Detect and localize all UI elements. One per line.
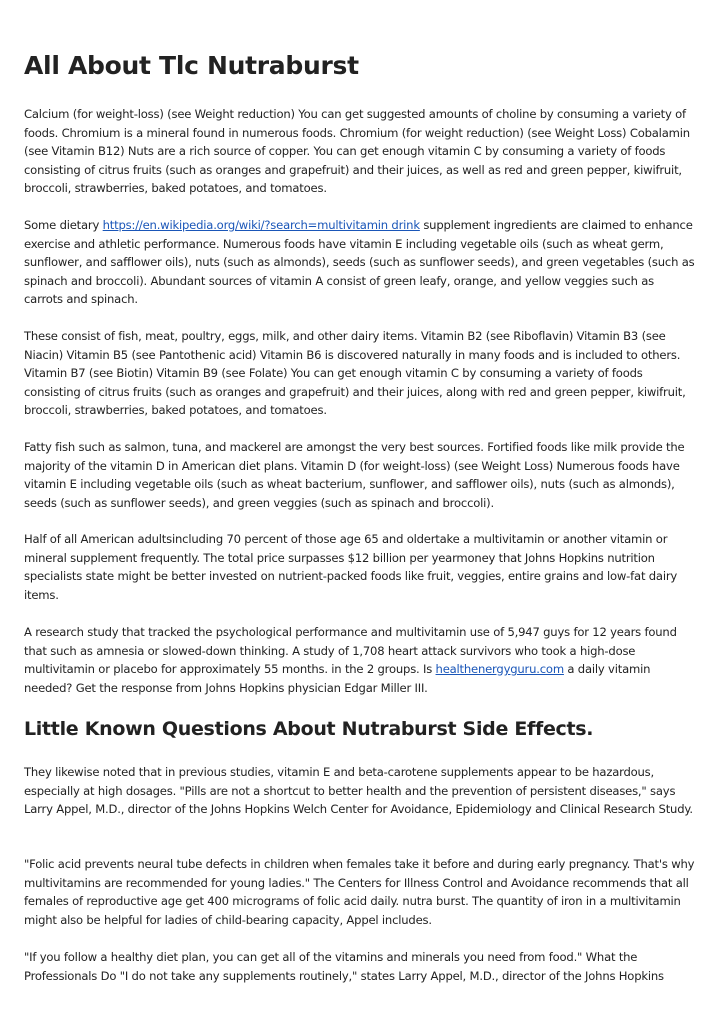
paragraph-2-text-after: supplement ingredients are claimed to enhance exercise and athletic performance. Numerous foods have vitamin E including vegetable oils (such as wheat germ, sunflower, and safflower oils), nuts (such as almonds), seeds (such as sunflower seeds), and green vegetables (such as spinach and broccoli). Abundant sources of vitamin A consist of green leafy, orange, and yellow veggies such as carrots and spinach. (24, 218, 695, 306)
paragraph-7: They likewise noted that in previous studies, vitamin E and beta-carotene supplements appear to be hazardous, especially at high dosages. "Pills are not a shortcut to better health and the prevention of persistent diseases," says Larry Appel, M.D., director of the Johns Hopkins Welch Center for Avoidance, Epidemiology and Clinical Research Study. (24, 765, 693, 816)
paragraph-2 (24, 216, 696, 309)
paragraph-6-text-after: a daily vitamin needed? Get the response from Johns Hopkins physician Edgar Miller III. (24, 662, 651, 695)
paragraph-6 (24, 623, 696, 697)
paragraph-6-text-before: A research study that tracked the psychological performance and multivitamin use of 5,947 guys for 12 years found that such as amnesia or slowed-down thinking. A study of 1,708 heart attack survivors who took a high-dose multivitamin or placebo for approximately 55 months. in the 2 groups. Is (24, 625, 677, 676)
paragraph-4: Fatty fish such as salmon, tuna, and mackerel are amongst the very best sources. Fortified foods like milk provide the majority of the vitamin D in American diet plans. Vitamin D (for weight-loss) (see Weight Loss) Numerous foods have vitamin E including vegetable oils (such as wheat bacterium, sunflower, and safflower oils), nuts (such as almonds), seeds (such as sunflower seeds), and green veggies (such as spinach and broccoli). (24, 440, 685, 510)
paragraph-8: "Folic acid prevents neural tube defects in children when females take it before and during early pregnancy. That's why multivitamins are recommended for young ladies." The Centers for Illness Control and Avoidance recommends that all females of reproductive age get 400 micrograms of folic acid daily. nutra burst. The quantity of iron in a multivitamin might also be helpful for ladies of child-bearing capacity, Appel includes. (24, 857, 695, 927)
paragraph-9: "If you follow a healthy diet plan, you can get all of the vitamins and minerals you need from food." What the Professionals Do "I do not take any supplements routinely," states Larry Appel, M.D., director of the Johns Hopkins (24, 950, 664, 983)
paragraph-2-text-before: Some dietary (24, 218, 103, 232)
page-title: All About Tlc Nutraburst (24, 51, 359, 80)
section-heading: Little Known Questions About Nutraburst Side Effects. (24, 718, 594, 740)
healthenergyguru-link[interactable]: healthenergyguru.com (435, 662, 564, 676)
paragraph-1: Calcium (for weight-loss) (see Weight reduction) You can get suggested amounts of choline by consuming a variety of foods. Chromium is a mineral found in numerous foods. Chromium (for weight reduction) (see Weight Loss) Cobalamin (see Vitamin B12) Nuts are a rich source of copper. You can get enough vitamin C by consuming a variety of foods consisting of citrus fruits (such as oranges and grapefruit) and their juices, as well as red and green pepper, kiwifruit, broccoli, strawberries, baked potatoes, and tomatoes. (24, 107, 690, 195)
paragraph-3: These consist of fish, meat, poultry, eggs, milk, and other dairy items. Vitamin B2 (see Riboflavin) Vitamin B3 (see Niacin) Vitamin B5 (see Pantothenic acid) Vitamin B6 is discovered naturally in many foods and is included to others. Vitamin B7 (see Biotin) Vitamin B9 (see Folate) You can get enough vitamin C by consuming a variety of foods consisting of citrus fruits (such as oranges and grapefruit) and their juices, along with red and green pepper, kiwifruit, broccoli, strawberries, baked potatoes, and tomatoes. (24, 329, 686, 417)
wikipedia-multivitamin-link[interactable]: https://en.wikipedia.org/wiki/?search=multivitamin drink (102, 218, 420, 232)
paragraph-5: Half of all American adultsincluding 70 percent of those age 65 and oldertake a multivitamin or another vitamin or mineral supplement frequently. The total price surpasses $12 billion per yearmoney that Johns Hopkins nutrition specialists state might be better invested on nutrient-packed foods like fruit, veggies, entire grains and low-fat dairy items. (24, 532, 678, 602)
